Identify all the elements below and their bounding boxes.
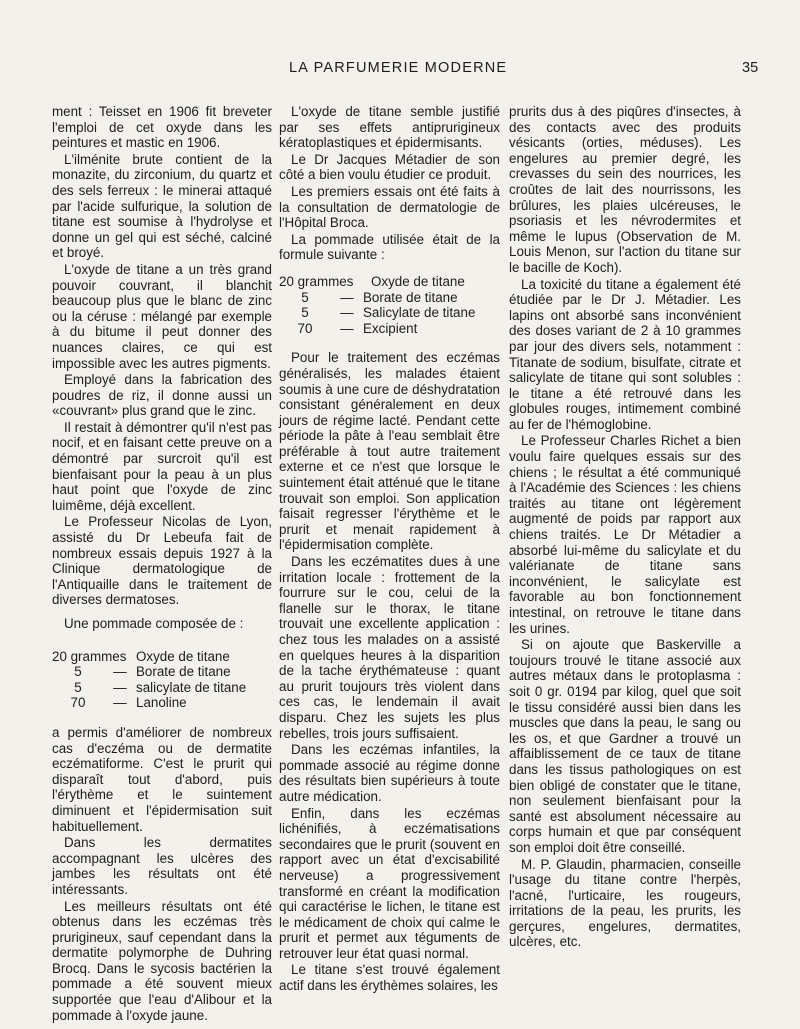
paragraph: La pommade utilisée était de la formule suivante : [279, 231, 500, 263]
formula-row [279, 321, 500, 337]
paragraph: La toxicité du titane a également été étudiée par le Dr J. Métadier. Les lapins ont absorbé sans inconvénient des doses variant de 2 à 10 grammes par jour des divers sels, notamment : Titanate de sodium, bisulfate, citrate et salicylate de titane qui sont solubles : le titane a été retrouvé dans les globules rouges, intimement combiné au fer de l'hémoglobine. [509, 276, 741, 432]
paragraph: prurits dus à des piqûres d'insectes, à des contacts avec des produits vésicants (orties, méduses). Les engelures au premier degré, les crevasses du sein des nourrices, les croûtes de lait des nourrissons, les brûlures, les plaies ulcéreuses, le psoriasis et les névrodermites et même le lupus (Observation de M. Louis Menon, sur l'action du titane sur le bacille de Koch). [509, 104, 741, 275]
paragraph: ment : Teisset en 1906 fit breveter l'emploi de cet oxyde dans les peintures et mastic en 1906. [52, 104, 272, 151]
formula-ingredient: salicylate de titane [136, 679, 247, 695]
formula-table [279, 274, 500, 336]
formula-ingredient: Oxyde de titane [371, 273, 465, 289]
formula-row [52, 680, 272, 696]
paragraph: Les meilleurs résultats ont été obtenus dans les eczémas très prurigineux, sauf cependant dans la dermatite polymorphe de Duhring Brocq. Dans le sycosis bactérien la pommade a été souvent mieux supportée que l'eau d'Alibour et la pommade à l'oxyde jaune. [52, 898, 272, 1023]
page-number: 35 [742, 60, 759, 76]
formula-row [279, 305, 500, 321]
formula-ingredient: Lanoline [136, 695, 187, 711]
formula-dash: — [113, 664, 127, 680]
formula-ingredient: Salicylate de titane [363, 305, 476, 321]
paragraph: M. P. Glaudin, pharmacien, conseille l'usage du titane contre l'herpès, l'acné, l'urticaire, les rougeurs, irritations de la peau, les prurits, les gerçures, engelures, dermatites, ulcères, etc. [509, 856, 741, 950]
formula-row [52, 695, 272, 711]
formula-dash: — [340, 289, 354, 305]
journal-title: LA PARFUMERIE MODERNE [289, 60, 508, 76]
formula-dash: — [340, 305, 354, 321]
formula-quantity: 5 [301, 305, 309, 321]
paragraph: Dans les dermatites accompagnant les ulcères des jambes les résultats ont été intéressants. [52, 835, 272, 897]
paragraph: L'oxyde de titane semble justifié par ses effets antiprurigineux kératoplastiques et épidermisants. [279, 104, 500, 151]
formula-dash: — [113, 695, 127, 711]
paragraph: L'oxyde de titane a un très grand pouvoir couvrant, il blanchit beaucoup plus que le blanc de zinc ou la céruse : mélangé par exemple à du bitume il peut donner des nuances claires, ce qui est impossible avec les autres pigments. [52, 261, 272, 371]
formula-dash: — [340, 320, 354, 336]
formula-ingredient: Excipient [363, 320, 418, 336]
formula-row [52, 664, 272, 680]
paragraph: Dans les eczémas infantiles, la pommade associé au régime donne des résultats bien supérieurs à toute autre médication. [279, 742, 500, 804]
formula-quantity: 20 grammes [52, 648, 127, 664]
paragraph: Les premiers essais ont été faits à la consultation de dermatologie de l'Hôpital Broca. [279, 183, 500, 231]
paragraph: Pour le traitement des eczémas généralisés, les malades étaient soumis à une cure de déshydratation consistant généralement en deux jours de régime lacté. Pendant cette période la pâte à l'eau semblait être préférable à tout autre traitement externe et ce n'est que lorsque le suintement était atténué que le titane trouvait son emploi. Son application faisait regresser l'érythème et le prurit et menait rapidement à l'épidermisation complète. [279, 350, 500, 553]
paragraph: Le titane s'est trouvé également actif dans les érythèmes solaires, les [279, 962, 500, 994]
formula-quantity: 20 grammes [279, 273, 354, 289]
paragraph: L'ilménite brute contient de la monazite, du zirconium, du quartz et des sels ferreux : le minerai attaqué par l'acide sulfurique, la solution de titane est soumise à l'hydrolyse et donne un gel qui est séché, calciné et broyé. [52, 151, 272, 261]
formula-row [279, 290, 500, 306]
paragraph: Si on ajoute que Baskerville a toujours trouvé le titane associé aux autres métaux dans le protoplasma : soit 0 gr. 0194 par kilog, quel que soit le tissu considéré aussi bien dans les muscles que dans la peau, le sang ou les os, et que Gardner a trouvé un affaiblissement de ce taux de titane dans les tissus pathologiques on est bien obligé de constater que le titane, non seulement bienfaisant pour la santé est absolument nécessaire au corps humain et que par conséquent son emploi doit être conseillé. [509, 637, 741, 855]
paragraph: Enfin, dans les eczémas lichénifiés, à eczématisations secondaires que le prurit (souvent en rapport avec un état d'excisabilité nerveuse) a progressivement transformé en créant la modification qui caractérise le lichen, le titane est le médicament de choix qui calme le prurit et permet aux téguments de retrouver leur état quasi normal. [279, 805, 500, 961]
paragraph: Dans les eczématites dues à une irritation locale : frottement de la fourrure sur le cou, celui de la flanelle sur le thorax, le titane trouvait une excellente application : chez tous les malades on a assisté en quelques heures à la disparition de la tache érythémateuse : quant au prurit toujours très violent dans ces cas, le lendemain il avait disparu. Chez les sujets les plus rebelles, trois jours suffisaient. [279, 554, 500, 741]
formula-quantity: 70 [297, 320, 313, 336]
page-header [0, 60, 800, 84]
formula-row [279, 274, 500, 290]
formula-ingredient: Borate de titane [136, 664, 231, 680]
paragraph: Le Professeur Nicolas de Lyon, assisté du Dr Lebeufa fait de nombreux essais depuis 1927 à la Clinique dermatologique de l'Antiquaille dans le traitement de diverses dermatoses. [52, 514, 272, 608]
formula-quantity: 5 [74, 679, 82, 695]
formula-quantity: 5 [74, 664, 82, 680]
formula-intro: Une pommade composée de : [64, 616, 244, 631]
formula-table [52, 649, 272, 711]
paragraph: a permis d'améliorer de nombreux cas d'eczéma ou de dermatite eczématiforme. C'est le prurit qui disparaît tout d'abord, puis l'érythème et le suintement diminuent et l'épidermisation suit habituellement. [52, 724, 272, 834]
formula-quantity: 70 [70, 695, 86, 711]
formula-dash: — [113, 679, 127, 695]
text-column-2 [279, 104, 500, 995]
formula-ingredient: Oxyde de titane [136, 648, 230, 664]
paragraph: Le Professeur Charles Richet a bien voulu faire quelques essais sur des chiens ; le résultat a été communiqué à l'Académie des Sciences : les chiens traités au titane ont légèrement augmenté de poids par rapport aux chiens traités. Le Dr Métadier a absorbé lui-même du salicylate et du valérianate de titane sans inconvénient, le salicylate est favorable au bon fonctionnement intestinal, on retrouve le titane dans les urines. [509, 433, 741, 636]
text-column-1 [52, 104, 272, 1024]
paragraph: Le Dr Jacques Métadier de son côté a bien voulu étudier ce produit. [279, 151, 500, 183]
paragraph: Il restait à démontrer qu'il n'est pas nocif, et en faisant cette preuve on a démontré par surcroit qu'il est bienfaisant pour la peau à un plus haut point que l'oxyde de zinc luimême, déjà excellent. [52, 419, 272, 513]
formula-ingredient: Borate de titane [363, 289, 458, 305]
paragraph: Employé dans la fabrication des poudres de riz, il donne aussi un «couvrant» plus grand que le zinc. [52, 372, 272, 419]
formula-row [52, 649, 272, 665]
formula-quantity: 5 [301, 289, 309, 305]
text-column-3 [509, 104, 741, 951]
